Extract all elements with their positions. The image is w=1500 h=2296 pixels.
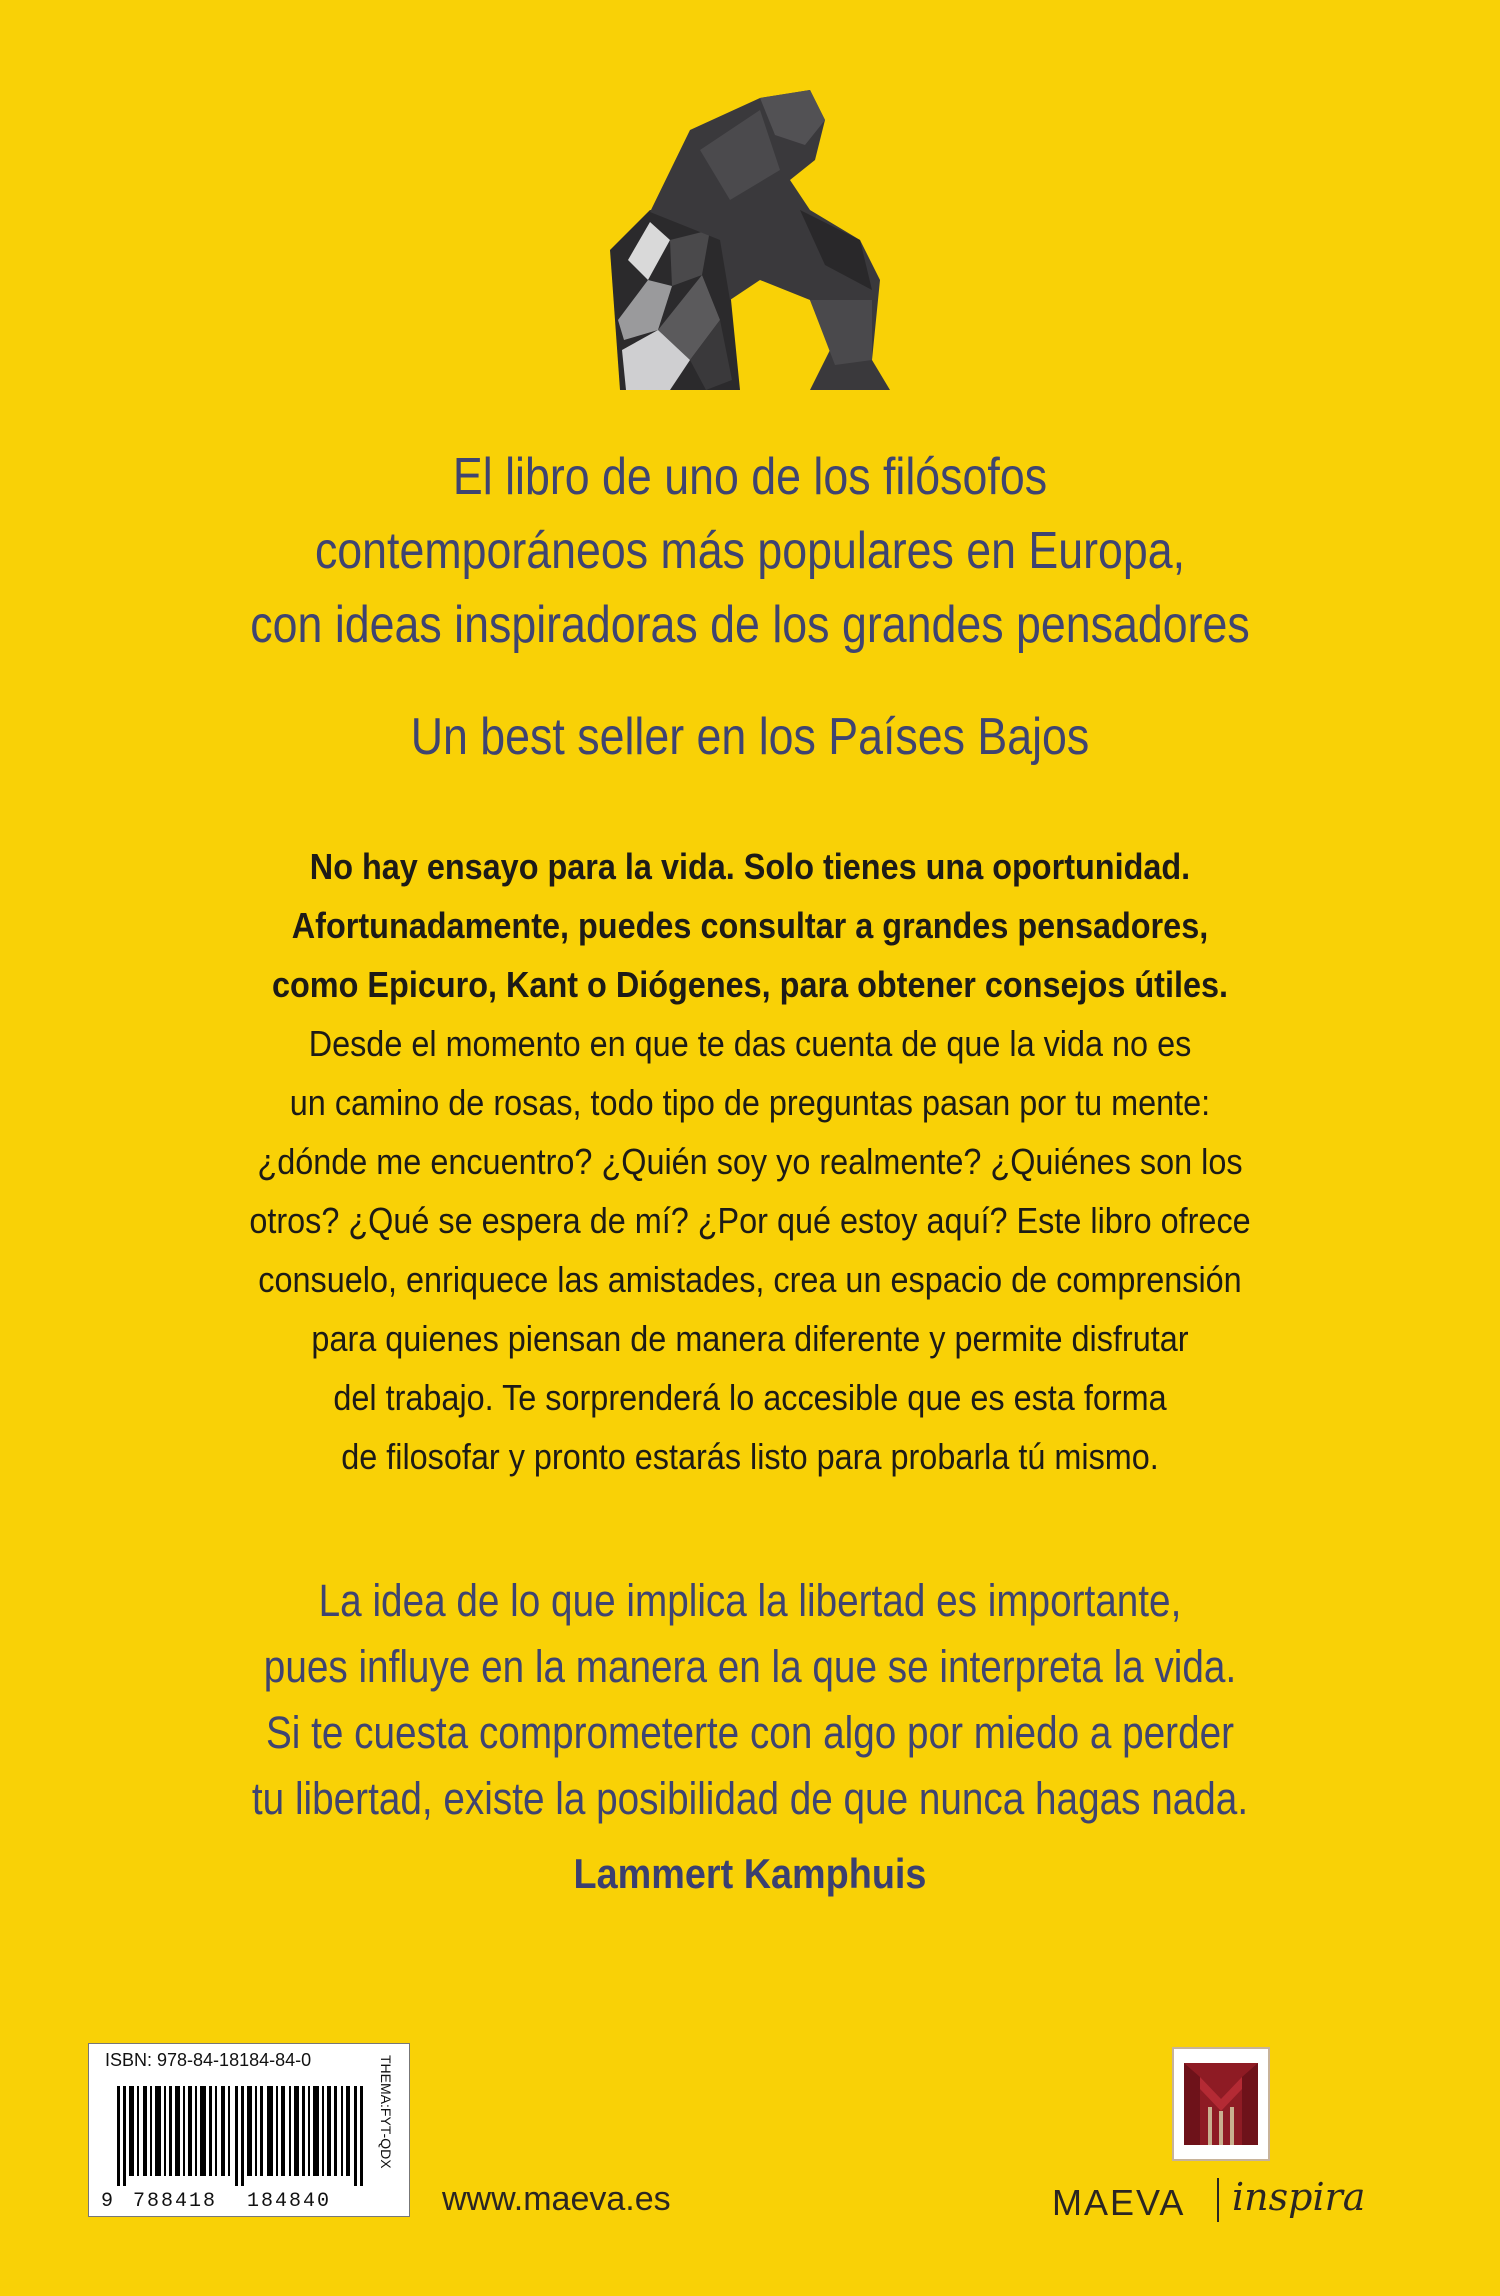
blurb-line: un camino de rosas, todo tipo de preguntas pasan por tu mente: [289, 1082, 1211, 1123]
blurb-body-text [75, 1014, 1425, 1486]
blurb-line: No hay ensayo para la vida. Solo tienes una oportunidad. [309, 846, 1191, 887]
tagline-line: con ideas inspiradoras de los grandes pensadores [250, 596, 1250, 654]
quote-line: tu libertad, existe la posibilidad de que nunca hagas nada. [251, 1773, 1249, 1824]
thema-text: THEMA:FYT-QDX [378, 2055, 394, 2169]
tagline-line: El libro de uno de los filósofos [452, 448, 1048, 506]
publisher-website: www.maeva.es [442, 2180, 671, 2218]
bestseller-line: Un best seller en los Países Bajos [410, 708, 1090, 766]
blurb-line: del trabajo. Te sorprenderá lo accesible que es esta forma [333, 1377, 1167, 1418]
blurb-bold-intro [75, 837, 1425, 1014]
blurb-line: consuelo, enriquece las amistades, crea un espacio de comprensión [258, 1259, 1242, 1300]
maeva-logo-icon [1172, 2047, 1270, 2161]
logo-divider [1217, 2178, 1219, 2222]
thinker-statue-illustration [610, 90, 900, 400]
author-name: Lammert Kamphuis [573, 1850, 927, 1897]
author-quote [105, 1568, 1395, 1832]
barcode-digits-left: 788418 [133, 2190, 218, 2213]
tagline-block [105, 440, 1395, 662]
publisher-name: MAEVA [1052, 2182, 1186, 2223]
barcode-bars [117, 2086, 363, 2186]
barcode-digit-first: 9 [101, 2190, 116, 2213]
quote-line: La idea de lo que implica la libertad es importante, [318, 1575, 1182, 1626]
isbn-text: ISBN: 978-84-18184-84-0 [105, 2050, 312, 2070]
blurb-line: como Epicuro, Kant o Diógenes, para obtener consejos útiles. [272, 964, 1228, 1005]
blurb-line: otros? ¿Qué se espera de mí? ¿Por qué estoy aquí? Este libro ofrece [249, 1200, 1251, 1241]
barcode-digits-right: 184840 [247, 2190, 332, 2213]
blurb-line: de filosofar y pronto estarás listo para probarla tú mismo. [341, 1436, 1159, 1477]
blurb-line: ¿dónde me encuentro? ¿Quién soy yo realmente? ¿Quiénes son los [257, 1141, 1243, 1182]
thema-code [375, 2052, 395, 2212]
quote-line: Si te cuesta comprometerte con algo por miedo a perder [265, 1707, 1235, 1758]
blurb-line: para quienes piensan de manera diferente y permite disfrutar [311, 1318, 1189, 1359]
imprint-name: inspira [1232, 2175, 1366, 2219]
tagline-line: contemporáneos más populares en Europa, [314, 522, 1186, 580]
quote-line: pues influye en la manera en la que se interpreta la vida. [263, 1641, 1237, 1692]
blurb-line: Afortunadamente, puedes consultar a grandes pensadores, [291, 905, 1209, 946]
blurb-line: Desde el momento en que te das cuenta de que la vida no es [308, 1023, 1192, 1064]
isbn-barcode [88, 2043, 410, 2217]
